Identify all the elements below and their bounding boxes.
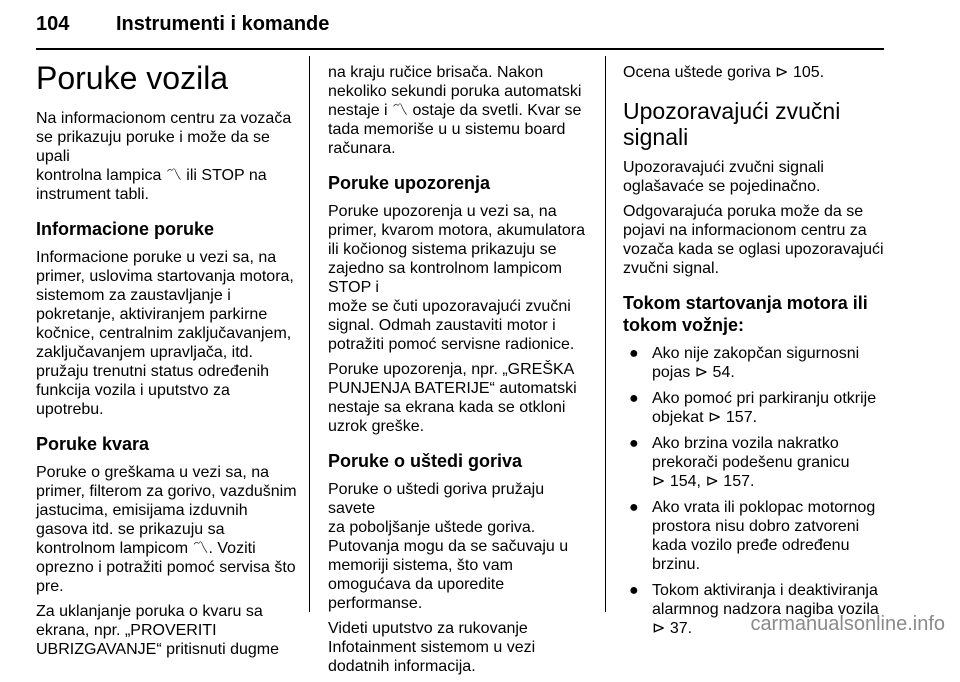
paragraph: Poruke upozorenja u vezi sa, na primer, kvarom motora, akumulatora ili kočionog sistema prikazuju se zajedno sa kontrolnom lampicom STOP i može se čuti upozoravajući zvučni signal. Odmah zaustaviti motor i potražiti pomoć servisne radionice.: [328, 203, 585, 353]
list-item: ● Ako pomoć pri parkiranju otkrije objekat ⊳ 157.: [629, 390, 877, 426]
list-item: ● Ako vrata ili poklopac motornog prostora nisu dobro zatvoreni kada vozilo pređe određenu brzinu.: [629, 499, 876, 573]
subsection-heading: Informacione poruke: [36, 219, 215, 239]
page-number: 104: [36, 13, 70, 35]
bullet-icon: ●: [629, 582, 639, 599]
chapter-title: Instrumenti i komande: [116, 13, 330, 35]
section-title: Upozoravajući zvučni signali: [623, 98, 841, 150]
column-divider: [605, 56, 606, 612]
paragraph: na kraju ručice brisača. Nakon nekoliko sekundi poruka automatski nestaje i 〽 ostaje da svetli. Kvar se tada memoriše u u sistemu board računara.: [328, 64, 582, 157]
column-3: [623, 55, 885, 645]
paragraph: Na informacionom centru za vozača se prikazuju poruke i može da se upali kontrolna lampica 〽 ili STOP na instrument tabli.: [36, 110, 292, 203]
subsection-heading: Tokom startovanja motora ili tokom vožnje:: [623, 293, 868, 335]
bullet-icon: ●: [629, 390, 639, 407]
list-item: ● Ako nije zakopčan sigurnosni pojas ⊳ 54.: [629, 345, 860, 381]
bullet-icon: ●: [629, 435, 639, 452]
paragraph: Upozoravajući zvučni signali oglašavaće se pojedinačno.: [623, 159, 824, 195]
column-1: [36, 55, 298, 665]
header-divider: [36, 48, 884, 50]
column-divider: [309, 56, 310, 612]
bullet-icon: ●: [629, 345, 639, 362]
paragraph: Odgovarajuća poruka može da se pojavi na informacionom centru za vozača kada se oglasi upozoravajući zvučni signal.: [623, 203, 884, 277]
subsection-heading: Poruke kvara: [36, 434, 150, 454]
column-2: [328, 55, 594, 682]
paragraph: Poruke upozorenja, npr. „GREŠKA PUNJENJA BATERIJE“ automatski nestaje sa ekrana kada se otkloni uzrok greške.: [328, 361, 577, 435]
subsection-heading: Poruke o uštedi goriva: [328, 451, 523, 471]
section-title: Poruke vozila: [36, 60, 229, 96]
paragraph: Za uklanjanje poruka o kvaru sa ekrana, npr. „PROVERITI UBRIZGAVANJE“ pritisnuti dugme: [36, 603, 280, 658]
bullet-list: [623, 344, 885, 638]
paragraph: Informacione poruke u vezi sa, na primer, uslovima startovanja motora, sistemom za zaustavljanje i pokretanje, aktiviranjem parkirne kočnice, centralnim zaključavanjem, zaključavanjem upravljača, itd. pružaju trenutni status određenih funkcija vozila i uputstvo za upotrebu.: [36, 249, 294, 418]
paragraph: Poruke o uštedi goriva pružaju savete za poboljšanje uštede goriva. Putovanja mogu da se sačuvaju u memoriji sistema, što vam omogućava da uporedite performanse.: [328, 481, 569, 612]
page-header: [36, 13, 884, 49]
cross-reference: Ocena uštede goriva ⊳ 105.: [623, 64, 825, 81]
watermark: carmanualsonline.info: [750, 613, 945, 635]
subsection-heading: Poruke upozorenja: [328, 173, 491, 193]
bullet-icon: ●: [629, 499, 639, 516]
list-item: ● Ako brzina vozila nakratko prekorači podešenu granicu ⊳ 154, ⊳ 157.: [629, 435, 850, 490]
paragraph: Poruke o greškama u vezi sa, na primer, filterom za gorivo, vazdušnim jastucima, emisijama izduvnih gasova itd. se prikazuju sa kontrolnom lampicom 〽. Voziti oprezno i potražiti pomoć servisa što pre.: [36, 464, 297, 595]
list-item: ● Tokom aktiviranja i deaktiviranja alarmnog nadzora nagiba vozila ⊳ 37.: [629, 582, 879, 637]
paragraph: Videti uputstvo za rukovanje Infotainment sistemom u vezi dodatnih informacija.: [328, 620, 536, 675]
